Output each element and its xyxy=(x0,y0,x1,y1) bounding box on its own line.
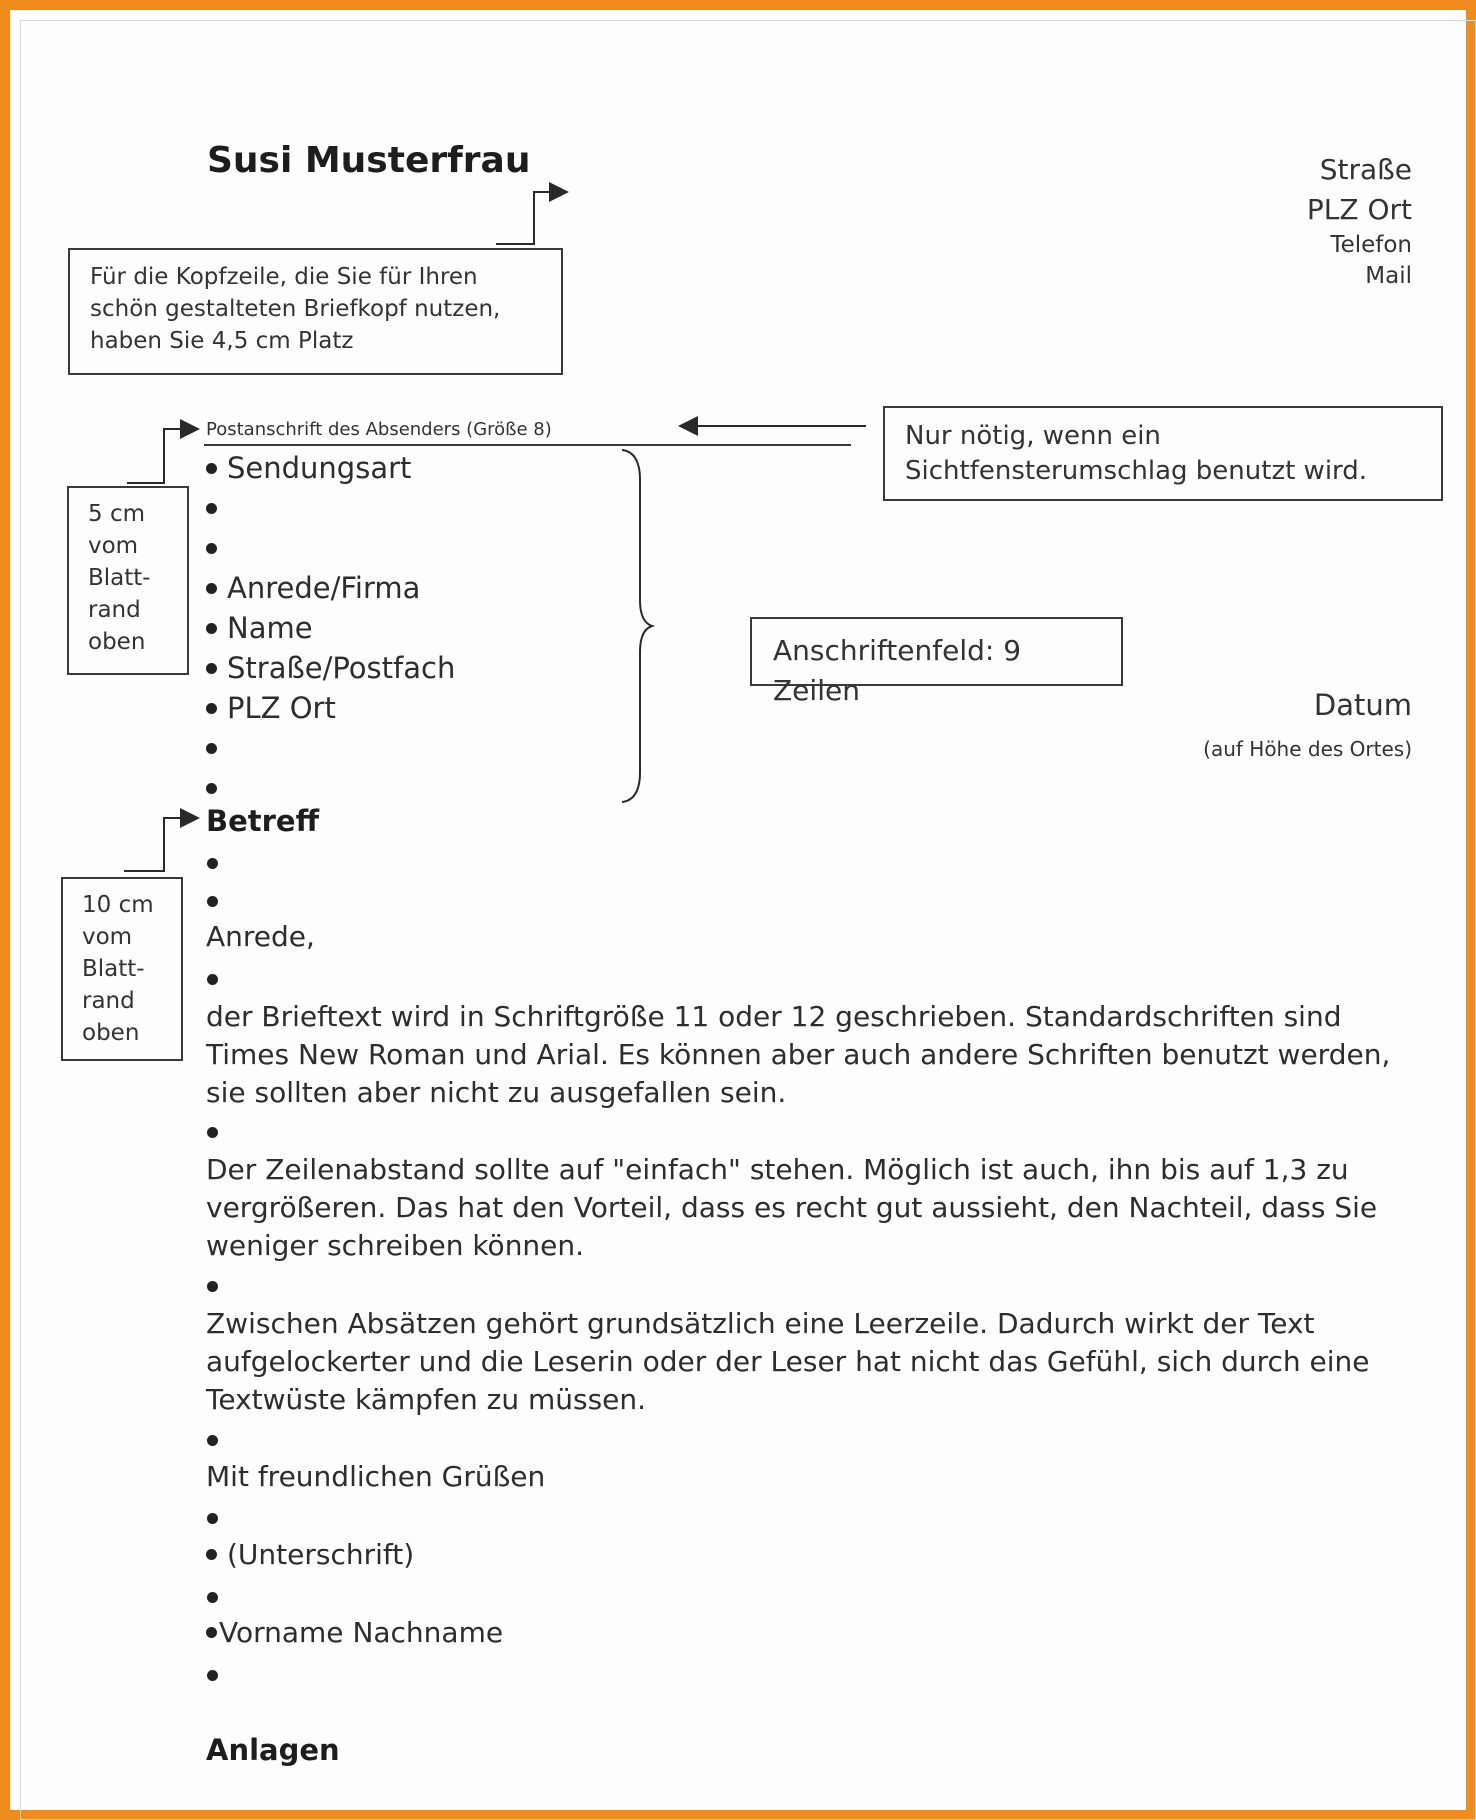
address-line: Straße/Postfach xyxy=(206,648,455,688)
bullet-icon xyxy=(207,896,218,907)
bullet-icon xyxy=(207,1670,218,1681)
bullet-icon xyxy=(206,783,217,794)
bullet-icon xyxy=(206,463,217,474)
bullet-icon xyxy=(206,1549,217,1560)
anschriftenfeld-note: Anschriftenfeld: 9 Zeilen xyxy=(750,617,1123,686)
full-name-line: Vorname Nachname xyxy=(206,1614,1421,1652)
sichtfenster-note: Nur nötig, wenn ein Sichtfensterumschlag benutzt wird. xyxy=(883,406,1443,501)
contact-mail: Mail xyxy=(1365,263,1412,289)
bullet-icon xyxy=(206,503,217,514)
bullet-icon xyxy=(206,703,217,714)
ten-cm-note: 10 cm vom Blatt-rand oben xyxy=(61,877,183,1061)
paragraph: der Brieftext wird in Schriftgröße 11 oder 12 geschrieben. Standardschriften sind Times New Roman und Arial. Es können aber auch andere Schriften benutzt werden, sie sollten aber nicht zu ausgefallen sein. xyxy=(206,1000,1391,1109)
bullet-icon xyxy=(207,1127,218,1138)
attachments-label: Anlagen xyxy=(206,1733,340,1767)
address-line: Sendungsart xyxy=(206,448,455,488)
bullet-icon xyxy=(206,743,217,754)
salutation: Anrede, xyxy=(206,920,315,953)
paragraph: Zwischen Absätzen gehört grundsätzlich eine Leerzeile. Dadurch wirkt der Text aufgelockerter und die Leserin oder der Leser hat nicht das Gefühl, sich durch eine Textwüste kämpfen zu müssen. xyxy=(206,1307,1370,1416)
bullet-icon xyxy=(207,858,218,869)
address-line xyxy=(206,728,455,768)
bullet-icon xyxy=(207,1435,218,1446)
address-line xyxy=(206,488,455,528)
bullet-icon xyxy=(206,543,217,554)
bullet-icon xyxy=(206,583,217,594)
bullet-icon xyxy=(207,974,218,985)
address-line: Anrede/Firma xyxy=(206,568,455,608)
bullet-icon xyxy=(207,1281,218,1292)
sender-name: Susi Musterfrau xyxy=(207,140,531,181)
closing-greeting: Mit freundlichen Grüßen xyxy=(206,1460,546,1493)
sender-postal-line: Postanschrift des Absenders (Größe 8) xyxy=(206,419,552,440)
subject-label: Betreff xyxy=(206,804,320,838)
paragraph: Der Zeilenabstand sollte auf "einfach" stehen. Möglich ist auch, ihn bis auf 1,3 zu vergrößeren. Das hat den Vorteil, dass es recht gut aussieht, den Nachteil, dass Sie weniger schreiben können. xyxy=(206,1153,1378,1262)
address-line xyxy=(206,768,455,808)
sender-rule xyxy=(204,444,851,446)
address-line: PLZ Ort xyxy=(206,688,455,728)
five-cm-note: 5 cm vom Blatt-rand oben xyxy=(67,486,189,675)
date-hint: (auf Höhe des Ortes) xyxy=(1203,737,1412,761)
bullet-icon xyxy=(206,623,217,634)
kopfzeile-note: Für die Kopfzeile, die Sie für Ihren schön gestalteten Briefkopf nutzen, haben Sie 4,5 cm Platz xyxy=(68,248,563,375)
five-cm-arrow xyxy=(127,429,198,483)
signature-line: (Unterschrift) xyxy=(206,1536,1421,1574)
sender-contact xyxy=(1307,150,1412,292)
address-field xyxy=(206,448,455,808)
kopfzeile-arrow xyxy=(496,192,567,244)
contact-plz-ort: PLZ Ort xyxy=(1306,193,1412,226)
ten-cm-arrow xyxy=(124,818,198,871)
bullet-icon xyxy=(206,663,217,674)
contact-street: Straße xyxy=(1319,153,1412,186)
bullet-icon xyxy=(207,1592,218,1603)
address-brace xyxy=(622,450,652,802)
bullet-icon xyxy=(206,1627,217,1638)
contact-telefon: Telefon xyxy=(1330,232,1412,258)
bullet-icon xyxy=(207,1513,218,1524)
address-line xyxy=(206,528,455,568)
address-line: Name xyxy=(206,608,455,648)
date-label: Datum xyxy=(1313,688,1412,722)
